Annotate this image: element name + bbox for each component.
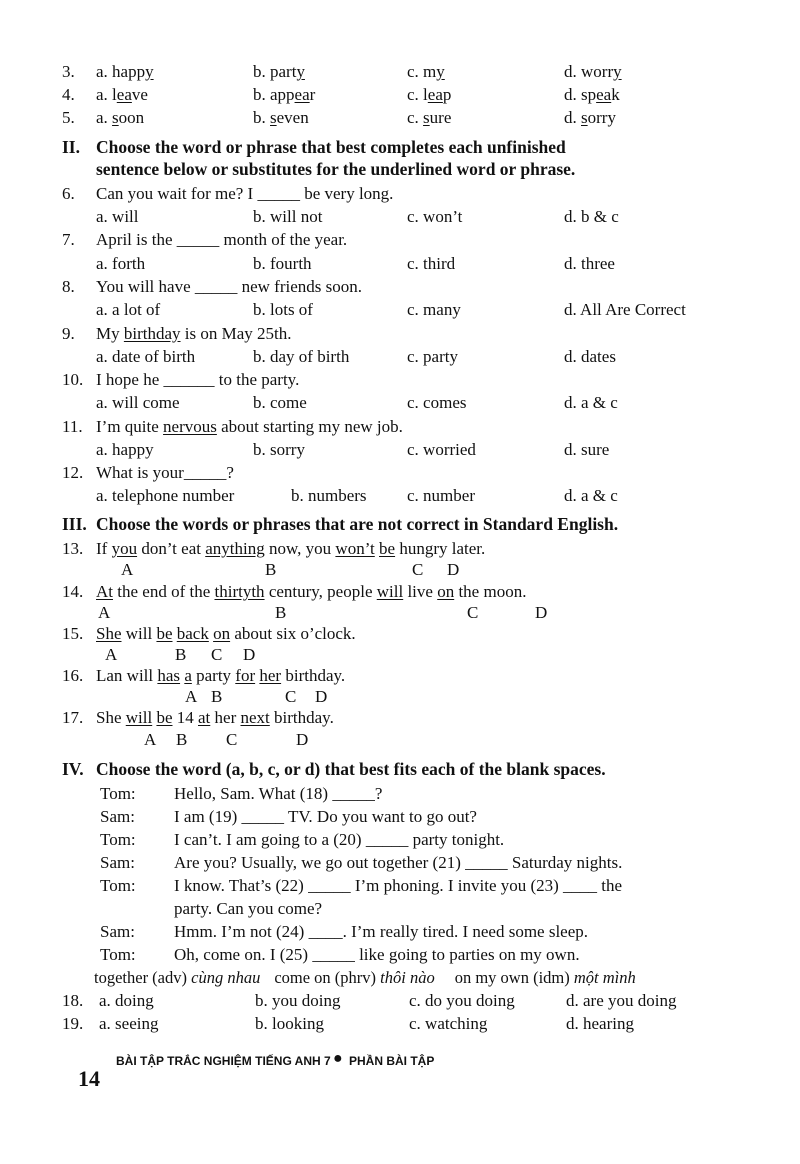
option-c: c. number <box>407 486 475 505</box>
option-c: c. watching <box>409 1014 488 1033</box>
error-sentence: At the end of the thirtyth century, people will live on the moon. <box>96 582 527 601</box>
letter-c: C <box>285 687 297 706</box>
option-b: b. lots of <box>253 300 313 319</box>
answer-letters <box>0 603 800 623</box>
option-c: c. my <box>407 62 445 81</box>
question-stem: My birthday is on May 25th. <box>96 324 292 343</box>
option-a: a. date of birth <box>96 347 196 366</box>
option-c: c. worried <box>407 440 476 459</box>
option-d: d. All Are Correct <box>564 300 686 319</box>
error-sentence: She will be back on about six o’clock. <box>96 624 356 643</box>
question-stem: What is your_____? <box>96 463 234 482</box>
option-b: b. will not <box>253 207 323 226</box>
question-number: 7. <box>62 230 75 249</box>
section-number: III. <box>62 514 87 534</box>
option-c: c. party <box>407 347 458 366</box>
question-number: 5. <box>62 108 75 127</box>
option-c: c. many <box>407 300 461 319</box>
letter-c: C <box>226 730 238 749</box>
question-stem: I hope he ______ to the party. <box>96 370 300 389</box>
question-number: 18. <box>62 991 84 1010</box>
question-number: 10. <box>62 370 84 389</box>
question-stem: April is the _____ month of the year. <box>96 230 348 249</box>
book-title: BÀI TẬP TRẮC NGHIỆM TIẾNG ANH 7 <box>116 1054 331 1068</box>
speaker: Tom: <box>100 784 136 803</box>
option-b: b. party <box>253 62 305 81</box>
question-number: 9. <box>62 324 75 343</box>
section-heading: Choose the word (a, b, c, or d) that best fits each of the blank spaces. <box>96 759 606 779</box>
letter-a: A <box>98 603 111 622</box>
dialogue-line: I can’t. I am going to a (20) _____ party tonight. <box>174 830 505 849</box>
option-a: a. forth <box>96 254 146 273</box>
glossary-line: together (adv) cùng nhau come on (phrv) thôi nào on my own (idm) một mình <box>94 968 636 987</box>
speaker: Tom: <box>100 945 136 964</box>
speaker: Sam: <box>100 807 135 826</box>
option-a: a. happy <box>96 440 154 459</box>
letter-b: B <box>175 645 187 664</box>
letter-a: A <box>121 560 134 579</box>
speaker: Sam: <box>100 853 135 872</box>
letter-b: B <box>265 560 277 579</box>
option-c: c. do you doing <box>409 991 515 1010</box>
option-d: d. b & c <box>564 207 619 226</box>
option-a: a. will come <box>96 393 180 412</box>
option-b: b. sorry <box>253 440 305 459</box>
letter-a: A <box>185 687 198 706</box>
option-b: b. looking <box>255 1014 324 1033</box>
section-heading-cont: sentence below or substitutes for the underlined word or phrase. <box>96 159 576 179</box>
question-number: 3. <box>62 62 75 81</box>
option-b: b. you doing <box>255 991 341 1010</box>
option-b: b. numbers <box>291 486 367 505</box>
letter-d: D <box>296 730 309 749</box>
dialogue-line-cont: party. Can you come? <box>174 899 323 918</box>
option-a: a. seeing <box>99 1014 159 1033</box>
section-number: IV. <box>62 759 84 779</box>
letter-c: C <box>211 645 223 664</box>
letter-c: C <box>467 603 479 622</box>
page-number: 14 <box>78 1066 100 1091</box>
speaker: Tom: <box>100 876 136 895</box>
option-a: a. a lot of <box>96 300 161 319</box>
speaker: Tom: <box>100 830 136 849</box>
question-number: 19. <box>62 1014 84 1033</box>
question-number: 16. <box>62 666 84 685</box>
option-a: a. telephone number <box>96 486 235 505</box>
question-stem: You will have _____ new friends soon. <box>96 277 363 296</box>
error-sentence: She will be 14 at her next birthday. <box>96 708 334 727</box>
question-number: 8. <box>62 277 75 296</box>
option-a: a. soon <box>96 108 145 127</box>
letter-a: A <box>105 645 118 664</box>
dialogue-line: Hmm. I’m not (24) ____. I’m really tired. I need some sleep. <box>174 922 589 941</box>
option-d: d. three <box>564 254 615 273</box>
dialogue-line: Are you? Usually, we go out together (21) _____ Saturday nights. <box>174 853 623 872</box>
option-b: b. come <box>253 393 307 412</box>
question-number: 12. <box>62 463 84 482</box>
option-a: a. doing <box>99 991 154 1010</box>
option-a: a. will <box>96 207 139 226</box>
question-number: 15. <box>62 624 84 643</box>
error-sentence: If you don’t eat anything now, you won’t be hungry later. <box>96 539 486 558</box>
question-number: 4. <box>62 85 75 104</box>
question-number: 17. <box>62 708 84 727</box>
letter-b: B <box>211 687 223 706</box>
letter-b: B <box>275 603 287 622</box>
question-number: 11. <box>62 417 83 436</box>
dialogue-line: I know. That’s (22) _____ I’m phoning. I invite you (23) ____ the <box>174 876 623 895</box>
option-d: d. sure <box>564 440 610 459</box>
dialogue-line: Hello, Sam. What (18) _____? <box>174 784 383 803</box>
option-d: d. dates <box>564 347 616 366</box>
option-b: b. fourth <box>253 254 312 273</box>
answer-letters <box>0 687 800 707</box>
option-b: b. seven <box>253 108 309 127</box>
question-number: 6. <box>62 184 75 203</box>
option-c: c. won’t <box>407 207 463 226</box>
letter-a: A <box>144 730 157 749</box>
question-number: 14. <box>62 582 84 601</box>
option-d: d. a & c <box>564 486 618 505</box>
dialogue-line: Oh, come on. I (25) _____ like going to parties on my own. <box>174 945 580 964</box>
letter-d: D <box>447 560 460 579</box>
option-a: a. happy <box>96 62 154 81</box>
section-heading: Choose the words or phrases that are not correct in Standard English. <box>96 514 619 534</box>
option-c: c. sure <box>407 108 452 127</box>
option-d: d. worry <box>564 62 622 81</box>
option-c: c. leap <box>407 85 452 104</box>
option-d: d. hearing <box>566 1014 634 1033</box>
letter-c: C <box>412 560 424 579</box>
section-number: II. <box>62 137 80 157</box>
option-b: b. day of birth <box>253 347 350 366</box>
option-b: b. appear <box>253 85 316 104</box>
letter-d: D <box>535 603 548 622</box>
bullet-icon: ● <box>333 1050 343 1067</box>
option-d: d. sorry <box>564 108 616 127</box>
question-stem: I’m quite nervous about starting my new job. <box>96 417 403 436</box>
answer-letters <box>0 730 800 750</box>
question-number: 13. <box>62 539 84 558</box>
page-footer <box>62 1048 435 1091</box>
letter-d: D <box>315 687 328 706</box>
option-a: a. leave <box>96 85 148 104</box>
option-d: d. a & c <box>564 393 618 412</box>
question-stem: Can you wait for me? I _____ be very long. <box>96 184 394 203</box>
error-sentence: Lan will has a party for her birthday. <box>96 666 346 685</box>
option-d: d. speak <box>564 85 620 104</box>
answer-letters <box>0 560 800 580</box>
speaker: Sam: <box>100 922 135 941</box>
letter-d: D <box>243 645 256 664</box>
letter-b: B <box>176 730 188 749</box>
dialogue-line: I am (19) _____ TV. Do you want to go out? <box>174 807 477 826</box>
section-title: PHẦN BÀI TẬP <box>349 1054 435 1068</box>
option-c: c. comes <box>407 393 467 412</box>
option-c: c. third <box>407 254 456 273</box>
answer-letters <box>0 645 800 665</box>
section-heading: Choose the word or phrase that best completes each unfinished <box>96 137 566 157</box>
option-d: d. are you doing <box>566 991 677 1010</box>
